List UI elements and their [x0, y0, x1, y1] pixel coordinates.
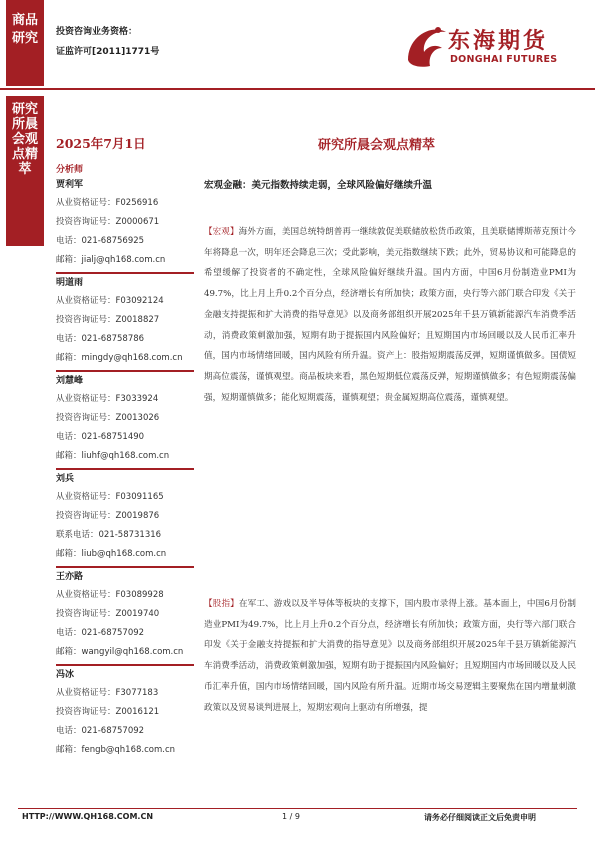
page-number: 1 / 9: [282, 812, 300, 821]
analyst-divider: [56, 468, 194, 470]
analyst-info: 电话：021-68757092: [56, 726, 145, 736]
analyst-name: 刘慧峰: [56, 376, 84, 386]
category-tag: [6, 0, 44, 86]
macro-paragraph: [204, 222, 576, 408]
side-tag-line: 所晨: [11, 117, 38, 132]
analyst-info: 投资咨询证号：Z0019740: [56, 609, 160, 619]
qualification-block: [56, 22, 159, 62]
analyst-divider: [56, 566, 194, 568]
analyst-info: 从业资格证号：F03089928: [56, 590, 164, 600]
analyst-info: 投资咨询证号：Z0013026: [56, 413, 160, 423]
paragraph-label: 【股指】: [204, 599, 239, 609]
analyst-info: 从业资格证号：F03091165: [56, 492, 164, 502]
analyst-name: 贾利军: [56, 180, 84, 190]
analyst-email: 邮箱：jialj@qh168.com.cn: [56, 255, 166, 265]
analyst-email: 邮箱：wangyil@qh168.com.cn: [56, 647, 184, 657]
analyst-name: 王亦路: [56, 572, 84, 582]
paragraph-text: 在军工、游戏以及半导体等板块的支撑下，国内股市录得上涨。基本面上，中国6月份制造业PMI为49.7%，比上月上升0.2个百分点，经济增长有所加快；政策方面，央行等六部门联合印发《关于金融支持提振和扩大消费的指导意见》以及商务部组织开展2025年千县万镇新能源汽车消费季活动，消费政策刺激加强，短期有助于提振国内风险偏好；且短期国内市场回暖以及人民币汇率升值，国内市场情绪回暖，国内风险有所升温。近期市场交易逻辑主要聚焦在国内增量刺激政策以及贸易谈判进展上，短期宏观向上驱动有所增强，提: [204, 599, 576, 713]
paragraph-label: 【宏观】: [204, 227, 239, 237]
analyst-info: 投资咨询证号：Z0018827: [56, 315, 160, 325]
footer-url[interactable]: HTTP://WWW.QH168.COM.CN: [22, 812, 154, 821]
analyst-card: [56, 668, 196, 760]
analyst-email: 邮箱：fengb@qh168.com.cn: [56, 745, 176, 755]
side-tag-line: 研究: [11, 102, 38, 117]
analyst-email: 邮箱：liub@qh168.com.cn: [56, 549, 167, 559]
analyst-divider: [56, 370, 194, 372]
report-date: 2025年7月1日: [56, 136, 146, 151]
stock-index-paragraph: [204, 594, 576, 718]
analyst-info: 电话：021-68751490: [56, 432, 145, 442]
category-tag-line: 商品: [11, 13, 38, 28]
analyst-divider: [56, 272, 194, 274]
header-divider: [0, 88, 595, 90]
analyst-info: 从业资格证号：F0256916: [56, 198, 159, 208]
analyst-email: 邮箱：liuhf@qh168.com.cn: [56, 451, 170, 461]
analyst-name: 刘兵: [56, 474, 75, 484]
side-tag-line: 萃: [18, 162, 32, 177]
footer-disclaimer: 请务必仔细阅读正文后免责申明: [424, 813, 536, 822]
analyst-email: 邮箱：mingdy@qh168.com.cn: [56, 353, 183, 363]
analyst-info: 电话：021-68758786: [56, 334, 145, 344]
analyst-name: 明道雨: [56, 278, 84, 288]
analyst-info: 从业资格证号：F3077183: [56, 688, 159, 698]
analyst-info: 从业资格证号：F3033924: [56, 394, 159, 404]
analyst-card: [56, 472, 196, 568]
analyst-info: 从业资格证号：F03092124: [56, 296, 164, 306]
analyst-name: 冯冰: [56, 670, 75, 680]
analyst-heading: 分析师: [56, 165, 84, 175]
side-tag: [6, 96, 44, 246]
analyst-info: 投资咨询证号：Z0016121: [56, 707, 160, 717]
qualification-line: 证监许可[2011]1771号: [56, 47, 160, 57]
logo-text: 东海期货: [448, 29, 549, 54]
analyst-info: 电话：021-68756925: [56, 236, 145, 246]
category-tag-line: 研究: [11, 31, 38, 46]
analyst-card: [56, 178, 196, 274]
qualification-line: 投资咨询业务资格：: [56, 27, 138, 37]
side-tag-line: 点精: [11, 147, 38, 162]
analyst-card: [56, 374, 196, 470]
logo-subtext: DONGHAI FUTURES: [450, 54, 558, 65]
analyst-card: [56, 570, 196, 666]
footer-divider: [18, 808, 577, 809]
side-tag-line: 会观: [11, 132, 38, 147]
section-heading: 宏观金融：美元指数持续走弱，全球风险偏好继续升温: [204, 180, 433, 191]
analyst-info: 联系电话：021-58731316: [56, 530, 162, 540]
analyst-divider: [56, 664, 194, 666]
analyst-info: 电话：021-68757092: [56, 628, 145, 638]
analyst-card: [56, 276, 196, 372]
page-title: 研究所晨会观点精萃: [318, 138, 436, 153]
analyst-info: 投资咨询证号：Z0000671: [56, 217, 160, 227]
analyst-list: [56, 178, 196, 760]
analyst-info: 投资咨询证号：Z0019876: [56, 511, 160, 521]
paragraph-text: 海外方面，美国总统特朗普再一继续敦促美联储放松货币政策，且美联储博斯蒂克预计今年将降息一次，明年还会降息三次；受此影响，美元指数继续下跌；此外，贸易协议和可能降息的希望缓解了投资者的不确定性，全球风险偏好继续升温。国内方面，中国6月份制造业PMI为49.7%，比上月上升0.2个百分点，经济增长有所加快；政策方面，央行等六部门联合印发《关于金融支持提振和扩大消费的指导意见》以及商务部组织开展2025年千县万镇新能源汽车消费季活动，消费政策刺激加强，短期有助于提振国内风险偏好；且短期国内市场回暖以及人民币汇率升值，国内市场情绪回暖，国内风险有所升温。资产上：股指短期震荡反弹，短期谨慎做多。国债短期高位震荡，谨慎观望。商品板块来看，黑色短期低位震荡反弹，短期谨慎做多；有色短期震荡偏强，短期谨慎做多；能化短期震荡，谨慎观望；贵金属短期高位震荡，谨慎观望。: [204, 227, 576, 403]
